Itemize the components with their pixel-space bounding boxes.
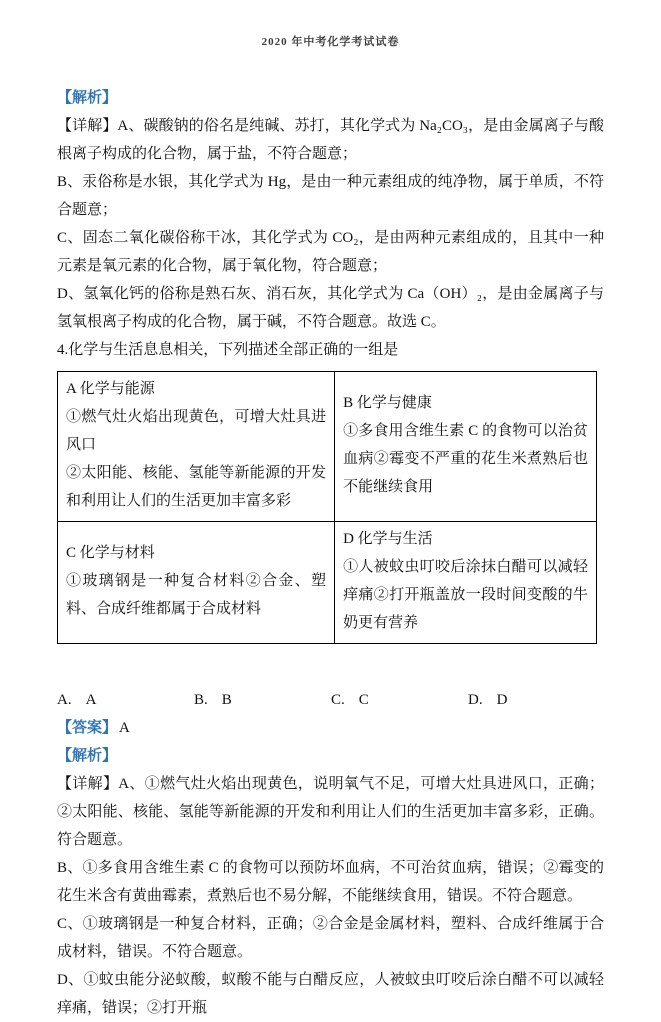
q3-analysis-paragraph-a: 【详解】A、碳酸钠的俗名是纯碱、苏打，其化学式为 Na₂CO₃，是由金属离子与酸根离子构成的化合物，属于盐，不符合题意； <box>57 118 604 162</box>
q3-analysis-paragraph-c: C、固态二氧化碳俗称干冰，其化学式为 CO₂，是由两种元素组成的，且其中一种元素是氧元素的化合物，属于氧化物，符合题意； <box>57 230 604 274</box>
table-cell-d <box>335 522 597 644</box>
table-row <box>58 522 597 644</box>
table-row <box>58 372 597 522</box>
option-c-key: C. <box>331 692 345 708</box>
table-cell-c <box>58 522 335 644</box>
option-c-text: C <box>358 692 369 708</box>
q4-analysis-paragraph-d: D、①蚊虫能分泌蚁酸，蚁酸不能与白醋反应，人被蚊虫叮咬后涂白醋不可以减轻痒痛，错误；②打开瓶 <box>57 972 604 1016</box>
q4-analysis-paragraph-a: 【详解】A、①燃气灶火焰出现黄色，说明氧气不足，可增大灶具进风口，正确；②太阳能、核能、氢能等新能源的开发和利用让人们的生活更加丰富多彩，正确。符合题意。 <box>57 776 604 848</box>
question4-answer-line <box>57 714 604 742</box>
option-a-key: A. <box>57 692 72 708</box>
option-d <box>468 686 605 714</box>
answer-value: A <box>119 720 130 736</box>
cell-b-title: B 化学与健康 <box>343 395 432 411</box>
cell-a-item-2: ②太阳能、核能、氢能等新能源的开发和利用让人们的生活更加丰富多彩 <box>66 465 327 509</box>
table-cell-a <box>58 372 335 522</box>
q4-analysis-paragraph-c: C、①玻璃钢是一种复合材料，正确；②合金是金属材料，塑料、合成纤维属于合成材料，错误。不符合题意。 <box>57 916 604 960</box>
option-b-key: B. <box>194 692 208 708</box>
q3-analysis-paragraph-d: D、氢氧化钙的俗称是熟石灰、消石灰，其化学式为 Ca（OH）₂，是由金属离子与氢氧根离子构成的化合物，属于碱，不符合题意。故选 C。 <box>57 286 604 330</box>
cell-a-title: A 化学与能源 <box>66 381 155 397</box>
option-a <box>57 686 194 714</box>
question4-options <box>57 686 604 714</box>
option-b-text: B <box>221 692 232 708</box>
q4-analysis-paragraph-b: B、①多食用含维生素 C 的食物可以预防坏血病，不可治贫血病，错误；②霉变的花生米含有黄曲霉素，煮熟后也不易分解，不能继续食用，错误。不符合题意。 <box>57 860 604 904</box>
cell-a-item-1: ①燃气灶火焰出现黄色，可增大灶具进风口 <box>66 409 327 453</box>
option-a-text: A <box>85 692 97 708</box>
cell-c-item-1: ①玻璃钢是一种复合材料②合金、塑料、合成纤维都属于合成材料 <box>66 573 327 617</box>
q4-analysis-label: 【解析】 <box>57 748 118 764</box>
question4-stem: 4.化学与生活息息相关，下列描述全部正确的一组是 <box>57 342 399 358</box>
option-d-key: D. <box>468 692 483 708</box>
q3-analysis-paragraph-b: B、汞俗称是水银，其化学式为 Hg，是由一种元素组成的纯净物，属于单质，不符合题意； <box>57 174 604 218</box>
cell-b-item-1: ①多食用含维生素 C 的食物可以治贫血病②霉变不严重的花生米煮熟后也不能继续食用 <box>343 423 588 495</box>
document-body <box>57 84 604 1022</box>
cell-d-title: D 化学与生活 <box>343 531 433 547</box>
option-c <box>331 686 468 714</box>
question4-table <box>57 371 597 644</box>
cell-c-title: C 化学与材料 <box>66 545 155 561</box>
q3-analysis-label: 【解析】 <box>57 90 118 106</box>
table-cell-b <box>335 372 597 522</box>
answer-label: 【答案】 <box>57 720 118 736</box>
option-b <box>194 686 331 714</box>
option-d-text: D <box>496 692 508 708</box>
document-header-title: 2020 年中考化学考试试卷 <box>261 36 400 48</box>
cell-d-item-1: ①人被蚊虫叮咬后涂抹白醋可以减轻痒痛②打开瓶盖放一段时间变酸的牛奶更有营养 <box>343 559 588 631</box>
